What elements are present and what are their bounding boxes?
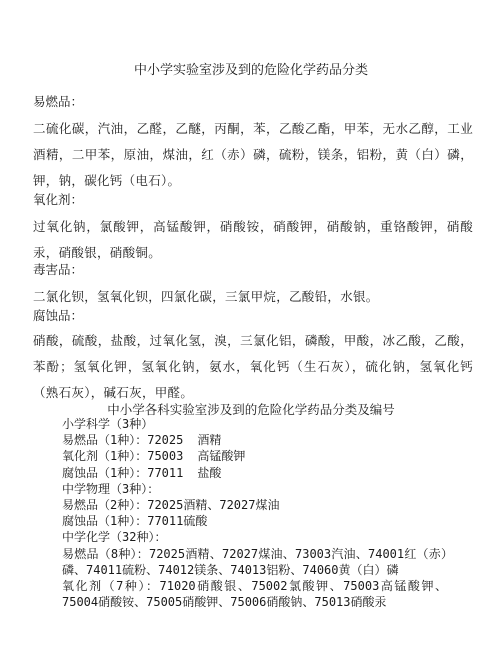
- section-content: 硝酸，硫酸，盐酸，过氧化氢，溴，三氯化铝，磷酸，甲酸，冰乙酸，乙酸，苯酚；氢氧化钾，氢氧化钠，氨水，氧化钙（生石灰），硫化钠，氢氧化钙（熟石灰），碱石灰，甲醛。: [33, 333, 473, 400]
- section-heading: 易燃品：: [33, 94, 84, 109]
- list-line: 腐蚀品（1种）：77011硫酸: [62, 514, 208, 529]
- list-line-item: 高锰酸钾: [197, 449, 246, 464]
- section-flammable: [33, 92, 473, 194]
- section-corrosive: [33, 306, 473, 406]
- document-title: 中小学实验室涉及到的危险化学药品分类: [133, 63, 368, 78]
- list-group-header: 中学化学（32种）：: [62, 530, 167, 545]
- list-line: 易燃品（2种）：72025酒精、72027煤油: [62, 498, 280, 513]
- section-content: 二硫化碳，汽油，乙醛，乙醚，丙酮，苯，乙酸乙酯，甲苯，无水乙醇，工业酒精，二甲苯，原油，煤油，红（赤）磷，硫粉，镁条，铝粉，黄（白）磷，钾，钠，碳化钙（电石）。: [33, 121, 473, 188]
- section-content: 二氯化钡，氢氧化钡，四氯化碳，三氯甲烷，乙酸铅，水银。: [33, 289, 379, 304]
- list-line: [62, 432, 447, 448]
- list-line-item: 酒精: [197, 433, 222, 448]
- list-line-label: 氧化剂（1种）：75003: [62, 449, 184, 464]
- list-line-item: 盐酸: [197, 465, 222, 480]
- list-line: 氧化剂（7种）：71020硝酸银、75002氯酸钾、75003高锰酸钾、75004硝酸铵、75005硝酸钾、75006硝酸钠、75013硝酸汞: [62, 579, 447, 610]
- list-group-header: 中学物理（3种）：: [62, 481, 160, 496]
- list-line: [62, 448, 447, 464]
- section-toxic: [33, 260, 473, 310]
- list-group-header: 小学科学（3种）: [62, 417, 154, 431]
- list-line: [62, 465, 447, 481]
- numbered-list: [62, 416, 447, 610]
- section-oxidizer: [33, 190, 473, 266]
- section-content: 过氧化钠，氯酸钾，高锰酸钾，硝酸铵，硝酸钾，硝酸钠，重铬酸钾，硝酸汞，硝酸银，硝酸铜。: [33, 219, 473, 260]
- section-heading: 氧化剂：: [33, 192, 84, 207]
- list-line: 易燃品（8种）：72025酒精、72027煤油、73003汽油、74001红（赤）磷、74011硫粉、74012镁条、74013铝粉、74060黄（白）磷: [62, 546, 447, 577]
- list-line-label: 易燃品（1种）：72025: [62, 433, 184, 448]
- list-title: 中小学各科实验室涉及到的危险化学药品分类及编号: [107, 402, 395, 417]
- list-line-label: 腐蚀品（1种）：77011: [62, 465, 184, 480]
- section-heading: 腐蚀品：: [33, 308, 84, 323]
- section-heading: 毒害品：: [33, 262, 84, 277]
